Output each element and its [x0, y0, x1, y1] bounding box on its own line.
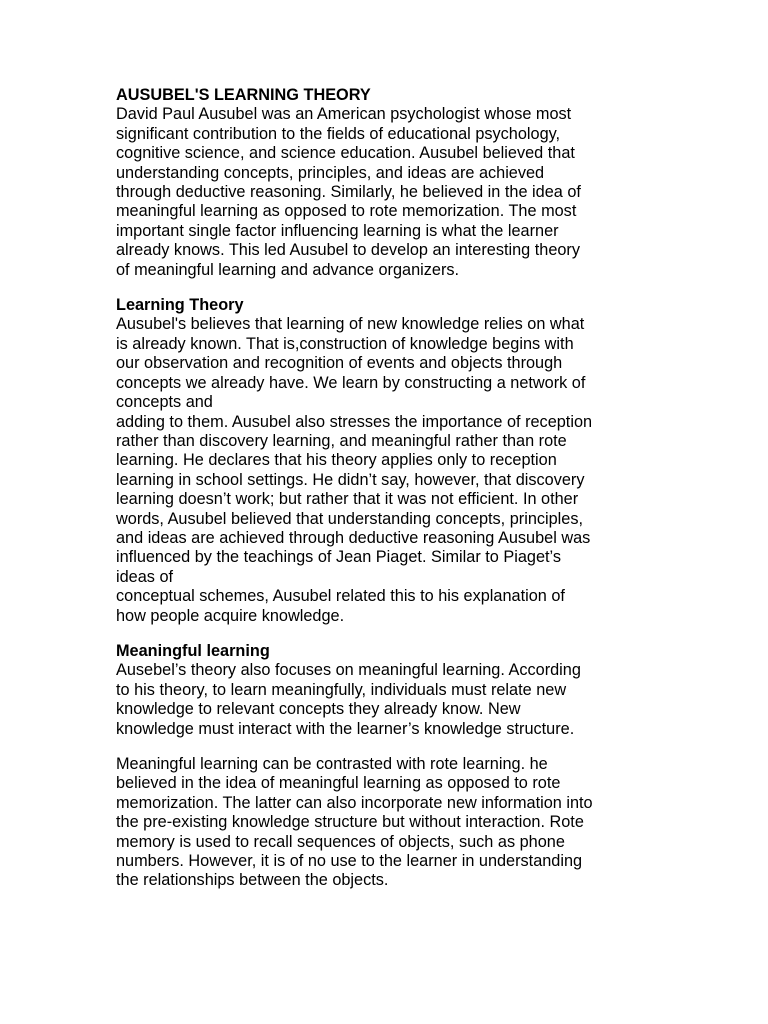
intro-line: through deductive reasoning. Similarly, he believed in the idea of — [116, 183, 581, 202]
section-line: how people acquire knowledge. — [116, 606, 345, 625]
paragraph-gap — [116, 626, 656, 642]
intro-line: significant contribution to the fields of educational psychology, — [116, 124, 561, 143]
section-line: rather than discovery learning, and meaningful rather than rote — [116, 431, 567, 450]
section-line: to his theory, to learn meaningfully, individuals must relate new — [116, 680, 567, 699]
section-line: Ausubel's believes that learning of new knowledge relies on what — [116, 315, 585, 334]
paragraph-gap — [116, 280, 656, 296]
learning-theory-heading: Learning Theory — [116, 296, 244, 315]
section-line: the relationships between the objects. — [116, 871, 389, 890]
section-line: adding to them. Ausubel also stresses the importance of reception — [116, 412, 593, 431]
section-line: memory is used to recall sequences of objects, such as phone — [116, 832, 565, 851]
section-line: believed in the idea of meaningful learning as opposed to rote — [116, 774, 561, 793]
learning-theory-section — [116, 296, 656, 626]
section-line: learning. He declares that his theory applies only to reception — [116, 451, 557, 470]
intro-block — [116, 86, 656, 280]
intro-line: cognitive science, and science education. Ausubel believed that — [116, 144, 575, 163]
section-line: concepts and — [116, 393, 213, 412]
section-line: and ideas are achieved through deductive reasoning Ausubel was — [116, 528, 591, 547]
section-line: Ausebel’s theory also focuses on meaningful learning. According — [116, 661, 581, 680]
learning-theory-paragraph — [116, 315, 656, 626]
intro-line: understanding concepts, principles, and ideas are achieved — [116, 163, 545, 182]
paragraph-gap — [116, 739, 656, 755]
section-line: numbers. However, it is of no use to the learner in understanding — [116, 852, 583, 871]
meaningful-learning-heading: Meaningful learning — [116, 641, 270, 660]
section-line: knowledge to relevant concepts they already know. New — [116, 700, 521, 719]
intro-line: already knows. This led Ausubel to develop an interesting theory — [116, 241, 580, 260]
section-line: learning in school settings. He didn’t say, however, that discovery — [116, 470, 585, 489]
section-line: concepts we already have. We learn by constructing a network of — [116, 373, 586, 392]
section-line: ideas of — [116, 567, 174, 586]
section-line: learning doesn’t work; but rather that it was not efficient. In other — [116, 490, 579, 509]
intro-line: meaningful learning as opposed to rote memorization. The most — [116, 202, 577, 221]
section-line: memorization. The latter can also incorporate new information into — [116, 793, 593, 812]
intro-line: important single factor influencing learning is what the learner — [116, 221, 559, 240]
section-line: words, Ausubel believed that understanding concepts, principles, — [116, 509, 584, 528]
section-line: knowledge must interact with the learner’s knowledge structure. — [116, 719, 575, 738]
intro-line: of meaningful learning and advance organizers. — [116, 260, 460, 279]
intro-paragraph — [116, 105, 656, 280]
section-line: the pre-existing knowledge structure but without interaction. Rote — [116, 813, 584, 832]
document-title: AUSUBEL'S LEARNING THEORY — [116, 86, 371, 104]
section-line: is already known. That is,construction of knowledge begins with — [116, 334, 574, 353]
section-line: influenced by the teachings of Jean Piaget. Similar to Piaget’s — [116, 548, 561, 567]
section-line: Meaningful learning can be contrasted with rote learning. he — [116, 755, 548, 773]
rote-learning-paragraph — [116, 755, 656, 891]
rote-learning-section — [116, 755, 656, 891]
section-line: conceptual schemes, Ausubel related this to his explanation of — [116, 587, 565, 606]
meaningful-learning-section — [116, 642, 656, 739]
intro-line: David Paul Ausubel was an American psychologist whose most — [116, 105, 572, 124]
document-page — [116, 86, 656, 891]
section-line: our observation and recognition of events and objects through — [116, 354, 563, 373]
meaningful-learning-paragraph — [116, 661, 656, 739]
